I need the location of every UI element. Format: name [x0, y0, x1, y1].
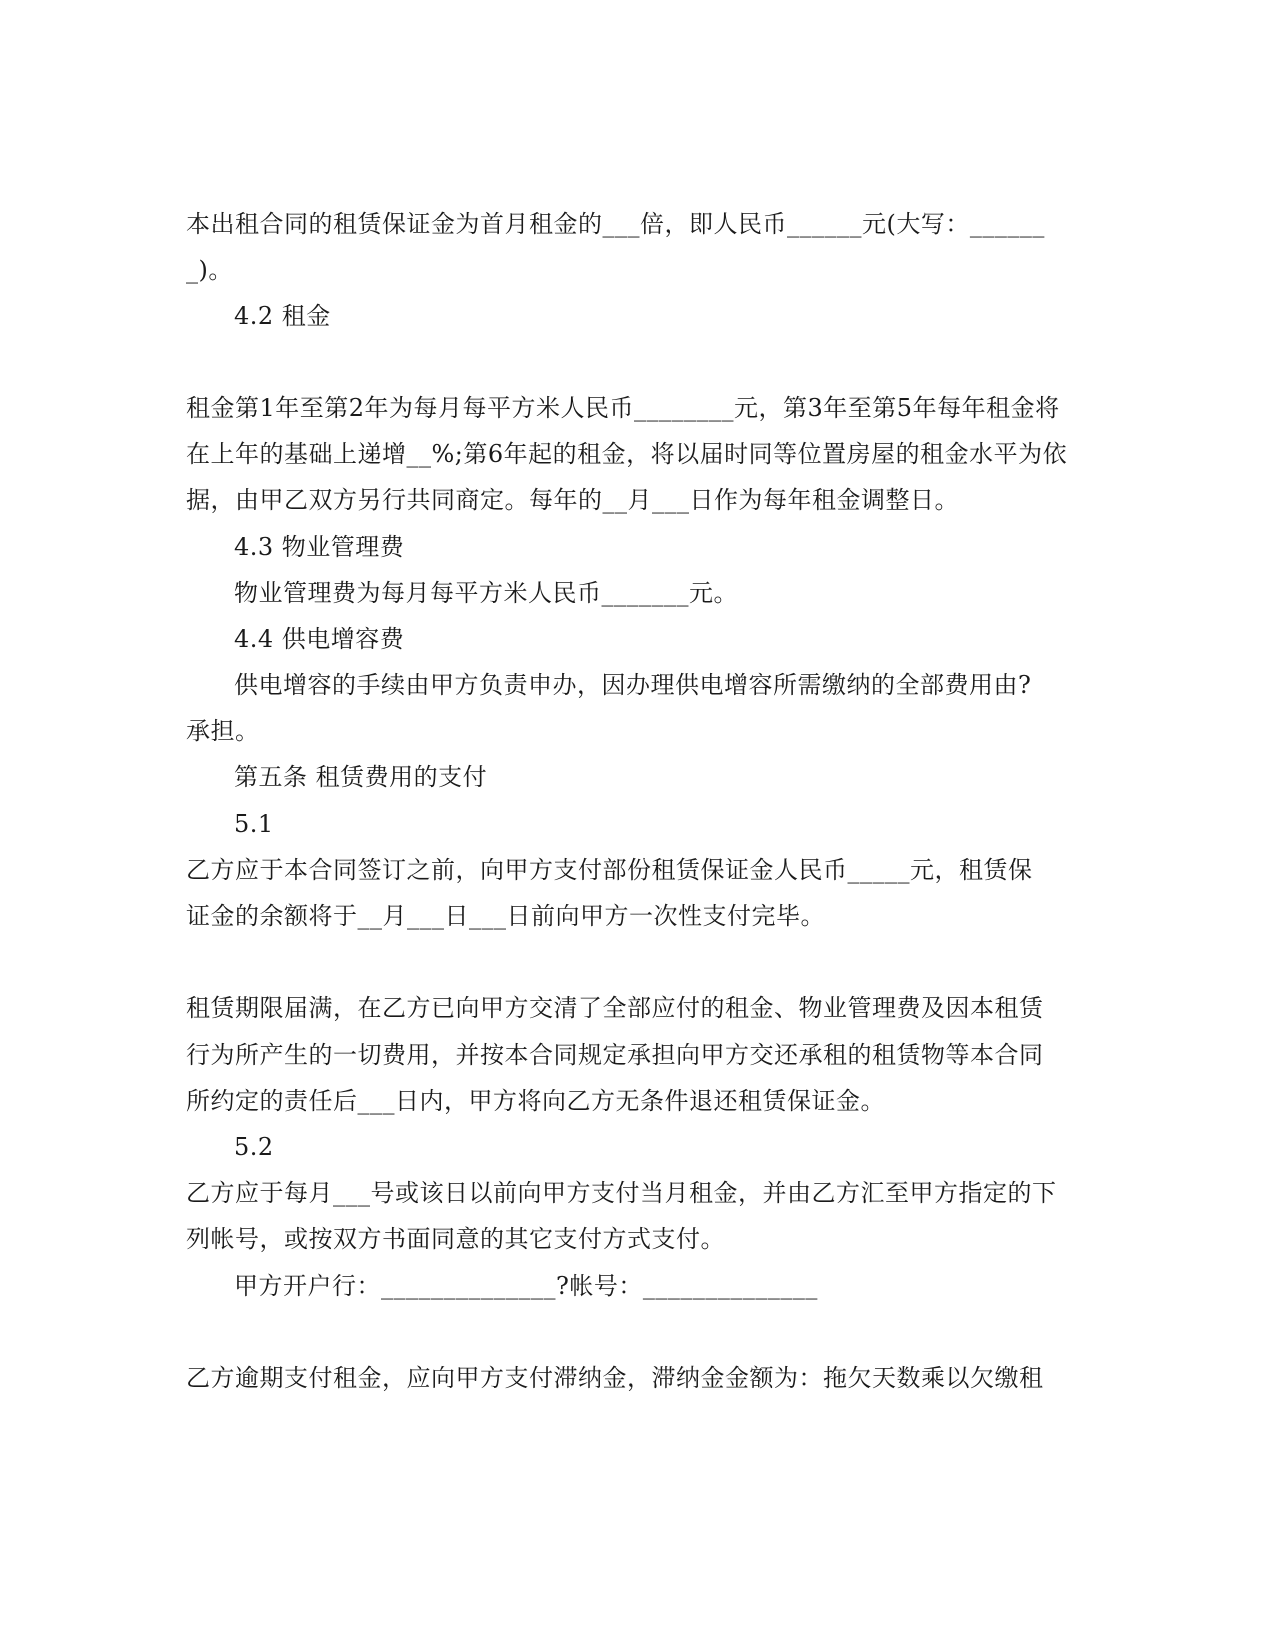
paragraph-deposit-line-2: _)。 [186, 256, 233, 284]
paragraph-deposit-payment-line-2: 证金的余额将于__月___日___日前向甲方一次性支付完毕。 [186, 902, 825, 930]
section-heading-5-2: 5.2 [234, 1133, 274, 1161]
paragraph-property-fee: 物业管理费为每月每平方米人民币_______元。 [234, 579, 738, 607]
paragraph-refund-line-3: 所约定的责任后___日内，甲方将向乙方无条件退还租赁保证金。 [186, 1087, 885, 1115]
section-heading-4-3: 4.3 物业管理费 [234, 533, 405, 561]
section-heading-4-4: 4.4 供电增容费 [234, 625, 405, 653]
paragraph-deposit-line-1: 本出租合同的租赁保证金为首月租金的___倍，即人民币______元(大写：______ [186, 210, 1045, 238]
paragraph-refund-line-2: 行为所产生的一切费用，并按本合同规定承担向甲方交还承租的租赁物等本合同 [186, 1041, 1044, 1069]
paragraph-late-fee-line-1: 乙方逾期支付租金，应向甲方支付滞纳金，滞纳金金额为：拖欠天数乘以欠缴租 [186, 1364, 1044, 1392]
section-heading-5-1: 5.1 [234, 810, 274, 838]
section-heading-4-2: 4.2 租金 [234, 302, 331, 330]
paragraph-rent-line-3: 据，由甲乙双方另行共同商定。每年的__月___日作为每年租金调整日。 [186, 486, 959, 514]
paragraph-monthly-rent-line-1: 乙方应于每月___号或该日以前向甲方支付当月租金，并由乙方汇至甲方指定的下 [186, 1179, 1057, 1207]
paragraph-power-line-1: 供电增容的手续由甲方负责申办，因办理供电增容所需缴纳的全部费用由? [234, 671, 1032, 699]
paragraph-rent-line-2: 在上年的基础上递增__%;第6年起的租金，将以届时同等位置房屋的租金水平为依 [186, 440, 1068, 468]
paragraph-monthly-rent-line-2: 列帐号，或按双方书面同意的其它支付方式支付。 [186, 1225, 725, 1253]
paragraph-refund-line-1: 租赁期限届满，在乙方已向甲方交清了全部应付的租金、物业管理费及因本租赁 [186, 994, 1044, 1022]
bank-account-line: 甲方开户行：______________?帐号：______________ [234, 1272, 818, 1300]
paragraph-power-line-2: 承担。 [186, 717, 260, 745]
article-heading-5: 第五条 租赁费用的支付 [234, 763, 488, 791]
paragraph-rent-line-1: 租金第1年至第2年为每月每平方米人民币________元，第3年至第5年每年租金将 [186, 394, 1060, 422]
paragraph-deposit-payment-line-1: 乙方应于本合同签订之前，向甲方支付部份租赁保证金人民币_____元，租赁保 [186, 856, 1033, 884]
